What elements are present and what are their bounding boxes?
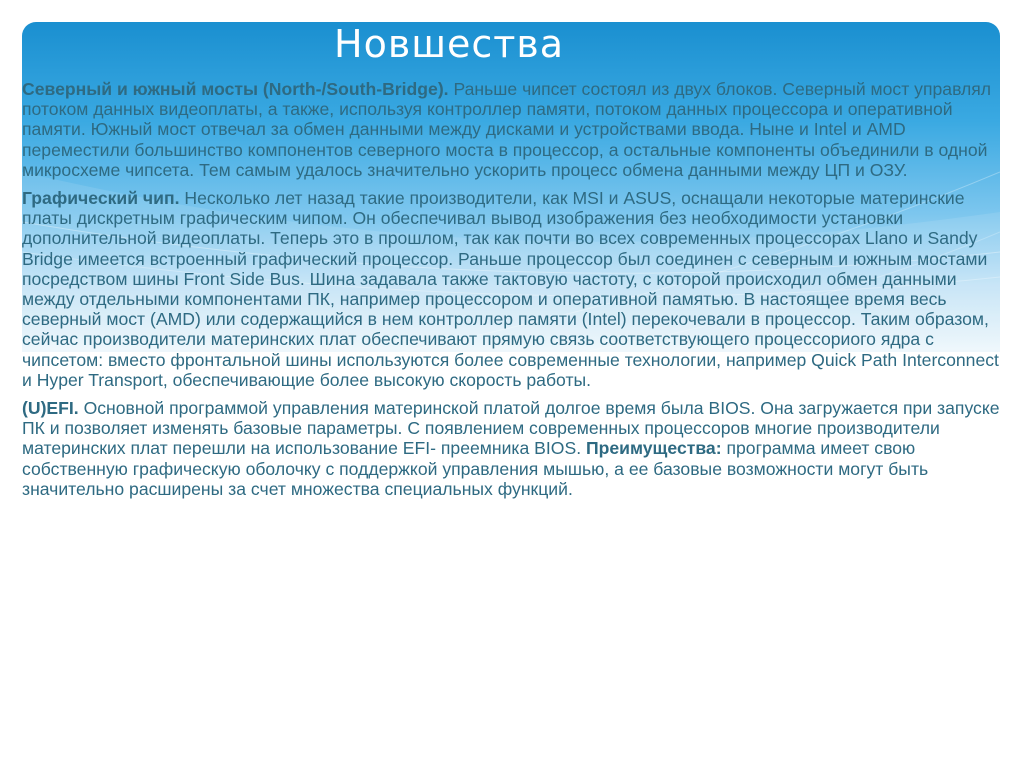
paragraph-heading: Графический чип. [22,188,180,209]
paragraph-graphics-chip [22,188,1004,390]
paragraph-uefi [22,398,1004,499]
paragraph-text: программа имеет свою собственную графическую оболочку с поддержкой управления мышью, а ее базовые возможности могут быть значительно расширены за счет множества специальных функций. [22,438,929,499]
paragraph-heading: Северный и южный мосты (North-/South-Bridge). [22,79,449,99]
paragraph-bridges [22,79,1004,180]
slide-title: Новшества [334,22,565,66]
paragraph-subheading: Преимущества: [585,438,722,459]
paragraph-text: Основной программой управления материнской платой долгое время была BIOS. Она загружается при запуске ПК и позволяет изменять базовые параметры. С появлением современных процессоров многие производители материнских плат перешли на использование EFI- преемника BIOS. [22,398,1000,459]
paragraph-heading: (U)EFI. [22,398,79,419]
paragraph-text: Несколько лет назад такие производители, как MSI и ASUS, оснащали некоторые материнские платы дискретным графическим чипом. Он обеспечивал вывод изображения без необходимости установки дополнительной видеоплаты. Теперь это в прошлом, так как почти во всех современных процессорах Llano и Sandy Bridge имеется встроенный графический процессор. Раньше процессор был соединен с северным и южным мостами посредством шины Front Side Bus. Шина задавала также тактовую частоту, с которой происходил обмен данными между отдельными компонентами ПК, например процессором и оперативной памятью. В настоящее время весь северный мост (AMD) или содержащийся в нем контроллер памяти (Intel) перекочевали в процессор. Таким образом, сейчас производители материнских плат обеспечивают прямую связь соответствующего процессориого ядра с чипсетом: вместо фронтальной шины используются более современные технологии, например Quick Path Interconnect и Hyper Transport, обеспечивающие более высокую скорость работы. [22,188,999,390]
slide-body [22,79,1004,507]
paragraph-text: Раньше чипсет состоял из двух блоков. Северный мост управлял потоком данных видеоплаты, а также, используя контроллер памяти, потоком данных процессора и оперативной памяти. Южный мост отвечал за обмен данными между дисками и устройствами ввода. Ныне и Intel и AMD переместили большинство компонентов северного моста в процессор, а остальные компоненты объединили в одной микросхеме чипсета. Тем самым удалось значительно ускорить процесс обмена данными между ЦП и ОЗУ. [22,79,992,180]
